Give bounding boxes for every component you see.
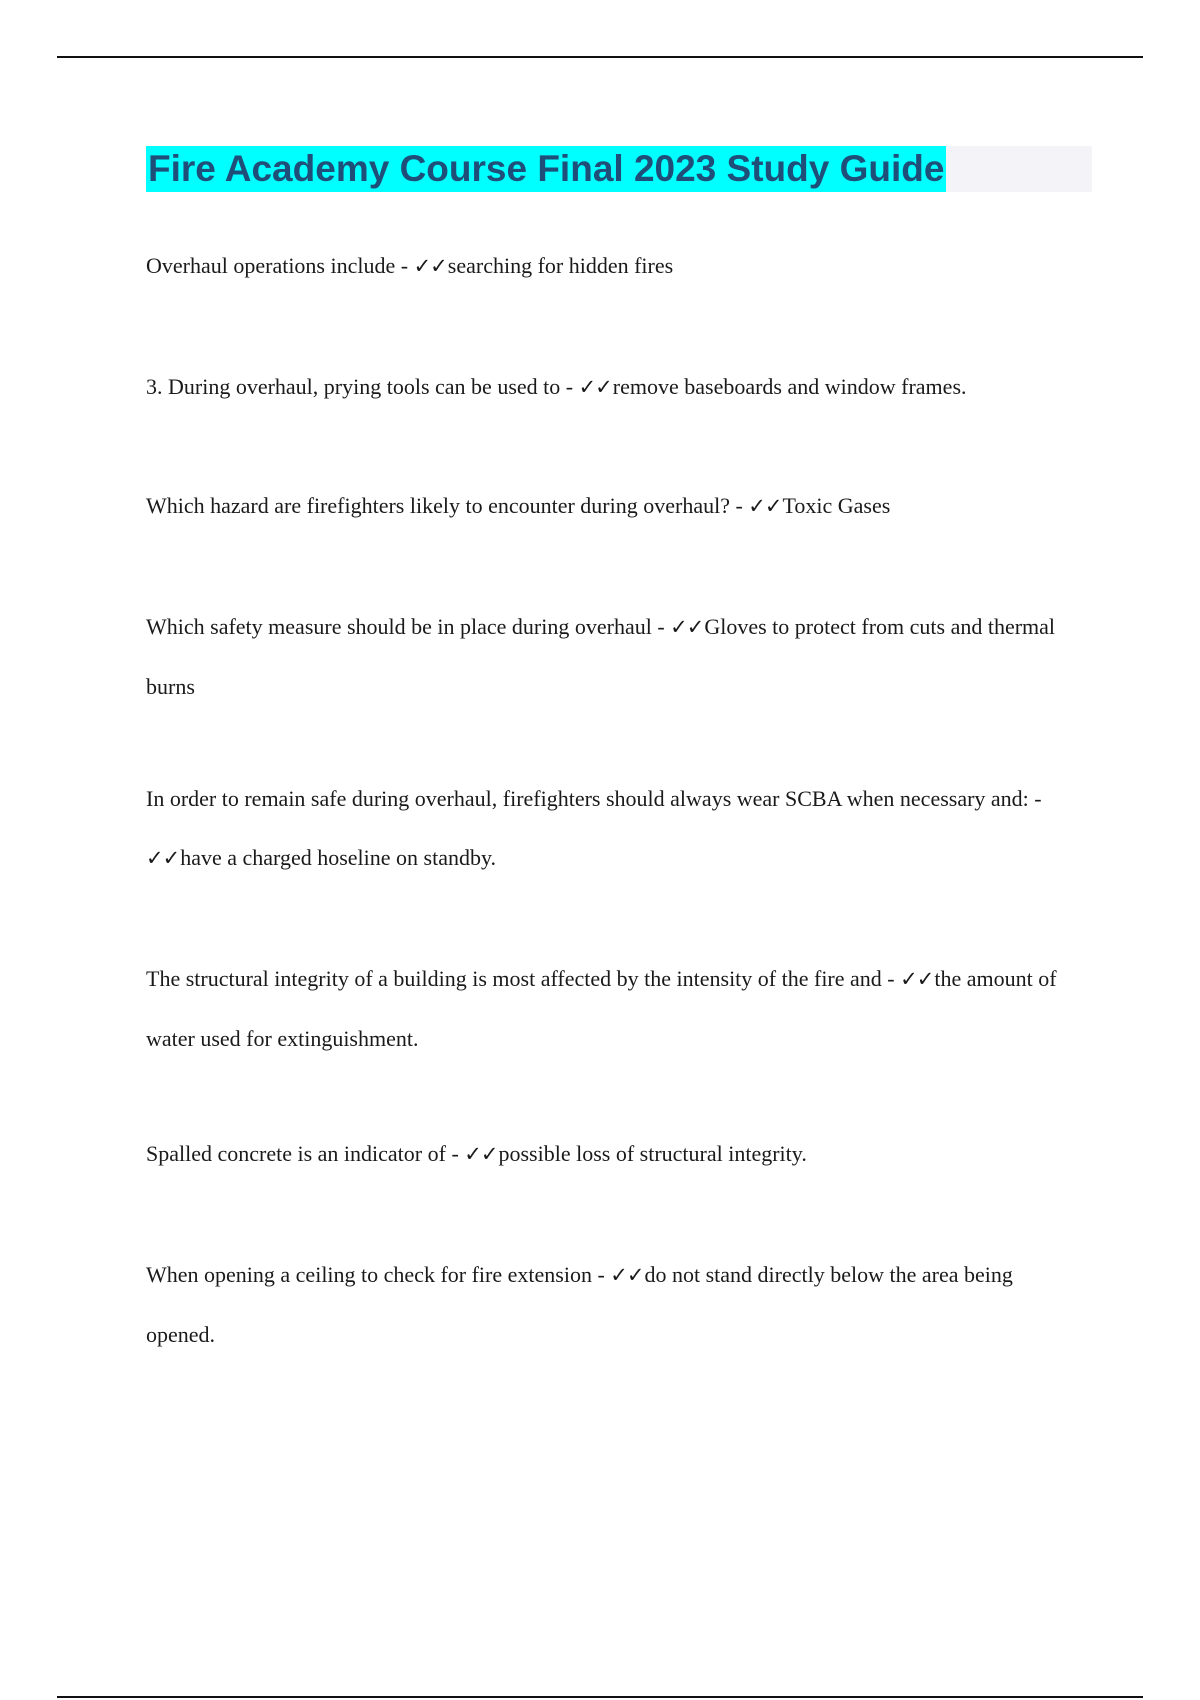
qa-item [146,769,1086,888]
qa-item [146,1245,1086,1364]
question-text: Overhaul operations include - [146,253,414,278]
double-check-icon: ✓✓ [610,1263,644,1287]
question-text: Which safety measure should be in place during overhaul - [146,614,671,639]
question-text: Which hazard are firefighters likely to encounter during overhaul? - [146,493,749,518]
answer-text: possible loss of structural integrity. [498,1141,807,1166]
answer-text: searching for hidden fires [447,253,674,278]
answer-text: the amount of water used for extinguishment. [146,966,1057,1051]
double-check-icon: ✓✓ [413,254,447,278]
document-title: Fire Academy Course Final 2023 Study Guide [146,146,946,192]
answer-text: remove baseboards and window frames. [612,374,967,399]
question-text: Spalled concrete is an indicator of - [146,1141,465,1166]
answer-text: have a charged hoseline on standby. [180,845,497,870]
qa-item [146,949,1086,1068]
title-banner [146,146,1092,192]
double-check-icon: ✓✓ [146,846,180,870]
double-check-icon: ✓✓ [670,615,704,639]
qa-item [146,236,1086,296]
qa-item [146,597,1086,716]
bottom-divider [57,1696,1143,1698]
answer-text: Toxic Gases [782,493,891,518]
question-text: In order to remain safe during overhaul, firefighters should always wear SCBA when necessary and: - [146,786,1042,811]
answer-text: do not stand directly below the area being opened. [146,1262,1013,1347]
answer-text: Gloves to protect from cuts and thermal burns [146,614,1056,699]
double-check-icon: ✓✓ [464,1142,498,1166]
question-text: When opening a ceiling to check for fire extension - [146,1262,611,1287]
qa-item [146,476,1086,536]
question-text: The structural integrity of a building is most affected by the intensity of the fire and - [146,966,901,991]
double-check-icon: ✓✓ [900,967,934,991]
qa-item [146,357,1086,417]
top-divider [57,56,1143,58]
double-check-icon: ✓✓ [578,375,612,399]
question-text: 3. During overhaul, prying tools can be used to - [146,374,579,399]
qa-item [146,1124,1086,1184]
double-check-icon: ✓✓ [748,494,782,518]
